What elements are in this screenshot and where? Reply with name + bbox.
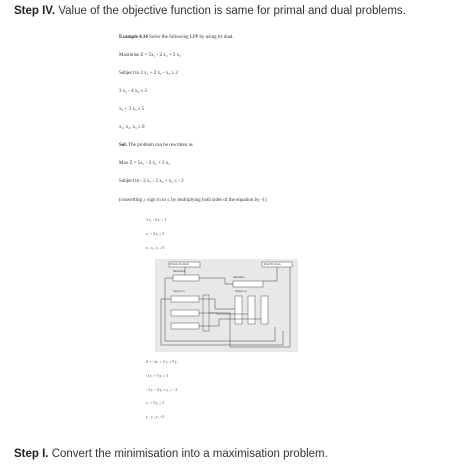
solution-label: Sol. xyxy=(119,143,127,148)
step-i-heading xyxy=(14,448,328,460)
rewritten-non-negativity: x₁, x₂, x₃ ≥ 0 xyxy=(146,246,165,250)
maximize-label: Maximize xyxy=(173,269,186,273)
subject-to-right: Subject to xyxy=(235,289,248,293)
example-heading: Example 4.14 xyxy=(119,35,148,40)
example-intro: Solve the following LPP by using its dual. xyxy=(149,35,234,40)
dual-constraint-1: -2 y₁ + 3 y₂ ≥ 5 xyxy=(146,374,169,378)
column-box-2 xyxy=(248,296,255,324)
dual-objective: Z = - 2y₁ + 3 y₂ + 5 y₃ xyxy=(146,360,179,364)
solution-text: The problem can be rewritten as xyxy=(126,143,193,148)
non-negativity: x₁, x₂, x₃ ≥ 0 xyxy=(119,125,145,130)
column-box-3 xyxy=(261,296,268,324)
converting-note: (converting ≥ sign in to ≤ by multiplying both sides of the equation by -1) xyxy=(119,198,267,203)
step-iv-label: Step IV. xyxy=(14,5,56,17)
dual-non-negativity: y₁, y₂, y₃ ≥ 0 xyxy=(146,415,165,419)
dual-constraint-3: y₁ + 3 y₃ ≥ 3 xyxy=(146,401,165,405)
dual-constraint-2: - 2 y₁ - 4 y₂ + y₃ ≥ - 2 xyxy=(146,388,178,392)
row-box-3 xyxy=(171,323,199,329)
step-i-label: Step I. xyxy=(14,448,49,460)
subject-to-line: Subject to 2 x₁ + 2 x₂ - x₃ ≥ 2 xyxy=(119,71,178,76)
max-z-line: Max Z = 5x₁ - 2 x₂ + 3 x₃ xyxy=(119,161,171,166)
objective-box xyxy=(173,275,199,281)
step-i-text: Convert the minimisation into a maximisation problem. xyxy=(48,448,328,460)
subject-to-rewritten: Subject to - 2 x₁ - 2 x₂ + x₃ ≤ - 2 xyxy=(119,179,184,184)
primal-dual-diagram xyxy=(155,259,298,352)
dual-label: Dual Problem xyxy=(264,262,281,266)
dual-objective-box xyxy=(233,281,263,287)
row-box-1 xyxy=(171,296,199,302)
rewritten-constraint-2: x₂ + 3 x₃ ≤ 5 xyxy=(146,232,165,236)
primal-label: Primal Problem xyxy=(170,262,189,266)
step-iv-text: Value of the objective function is same for primal and dual problems. xyxy=(55,5,406,17)
rewritten-constraint-1: 3 x₁ - 4 x₂ ≤ 3 xyxy=(146,218,167,222)
solution-line xyxy=(119,143,193,148)
minimize-label: Minimize xyxy=(233,275,245,279)
row-box-2 xyxy=(171,310,199,316)
objective-line: Maximise Z = 5x₁ - 2 x₂ + 3 x₃ xyxy=(119,53,181,58)
constraint-3: x₂ + 3 x₃ ≤ 5 xyxy=(119,107,145,112)
subject-to-left: Subject to xyxy=(173,289,186,293)
column-box-1 xyxy=(235,296,242,324)
example-heading-line xyxy=(119,35,234,40)
constraint-2: 3 x₁ - 4 x₂ ≤ 3 xyxy=(119,89,147,94)
